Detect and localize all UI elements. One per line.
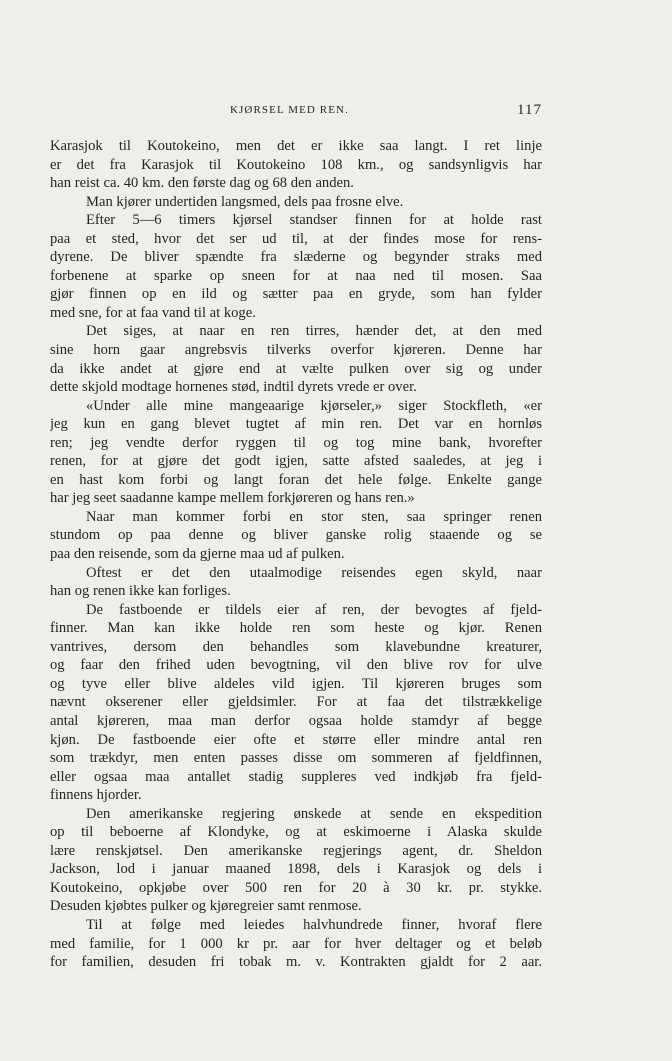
text-line: renen, for at gjøre det godt igjen, satte afsted saaledes, at jeg i bbox=[50, 453, 542, 470]
text-line: ren; jeg vendte derfor ryggen til og tog mine bank, hvorefter bbox=[50, 434, 542, 451]
text-line: for familien, desuden fri tobak m. v. Kontrakten gjaldt for 2 aar. bbox=[50, 954, 542, 971]
text-line: er det fra Karasjok til Koutokeino 108 km., og sandsynligvis har bbox=[50, 156, 542, 173]
text-line: Naar man kommer forbi en stor sten, saa springer renen bbox=[86, 508, 542, 525]
text-line: Efter 5—6 timers kjørsel standser finnen for at holde rast bbox=[86, 212, 542, 229]
text-line: forbenene at sparke op sneen for at naa ned til mosen. Saa bbox=[50, 267, 542, 284]
text-line: gjør finnen op en ild og sætter paa en gryde, som han fylder bbox=[50, 286, 542, 303]
text-line: en hast kom forbi og langt foran det hele følge. Enkelte gange bbox=[50, 471, 542, 488]
text-line: finnens hjorder. bbox=[50, 787, 142, 804]
text-line: Desuden kjøbtes pulker og kjøregreier samt renmose. bbox=[50, 898, 362, 915]
text-line: paa den reisende, som da gjerne maa ud af pulken. bbox=[50, 546, 345, 563]
text-line: stundom op paa denne og bliver ganske rolig staaende og se bbox=[50, 527, 542, 544]
text-line: Den amerikanske regjering ønskede at sende en ekspedition bbox=[86, 805, 542, 822]
text-line: med sne, for at faa vand til at koge. bbox=[50, 304, 256, 321]
text-line: sine horn gaar angrebsvis tilverks overfor kjøreren. Denne har bbox=[50, 342, 542, 359]
text-line: har jeg seet saadanne kampe mellem forkjøreren og hans ren.» bbox=[50, 490, 415, 507]
text-line: han og renen ikke kan forliges. bbox=[50, 583, 231, 600]
text-line: paa et sted, hvor det ser ud til, at der findes mose for rens- bbox=[50, 230, 542, 247]
text-line: dyrene. De bliver spændte fra slæderne og begynder straks med bbox=[50, 249, 542, 266]
body-text bbox=[50, 137, 542, 972]
text-line: med familie, for 1 000 kr pr. aar for hver deltager og et beløb bbox=[50, 935, 542, 952]
text-line: Oftest er det den utaalmodige reisendes egen skyld, naar bbox=[86, 564, 542, 581]
text-line: Man kjører undertiden langsmed, dels paa frosne elve. bbox=[86, 193, 404, 210]
text-line: kjøn. De fastboende eier ofte et større eller mindre antal ren bbox=[50, 731, 542, 748]
text-line: Koutokeino, opkjøbe over 500 ren for 20 à 30 kr. pr. stykke. bbox=[50, 879, 542, 896]
text-line: Karasjok til Koutokeino, men det er ikke saa langt. I ret linje bbox=[50, 138, 542, 154]
text-line: dette skjold modtage hornenes stød, indtil dyrets vrede er over. bbox=[50, 379, 417, 396]
text-line: «Under alle mine mangeaarige kjørseler,» siger Stockfleth, «er bbox=[86, 397, 542, 414]
text-line: op til beboerne af Klondyke, og at eskimoerne i Alaska skulde bbox=[50, 824, 542, 841]
text-line: jeg kun en gang blevet tugtet af min ren. Det var en hornløs bbox=[50, 416, 542, 433]
text-line: Jackson, lod i januar maaned 1898, dels i Karasjok og dels i bbox=[50, 861, 542, 878]
text-line: eller ogsaa maa antallet stadig suppleres ved indkjøb fra fjeld- bbox=[50, 768, 542, 785]
text-line: nævnt okserener eller gjeldsimler. For at faa det tilstrækkelige bbox=[50, 694, 542, 711]
text-line: finner. Man kan ikke holde ren som heste og kjør. Renen bbox=[50, 620, 542, 637]
text-line: og faar den frihed uden bevogtning, vil den blive rov for ulve bbox=[50, 657, 542, 674]
text-line: og tyve eller blive aldeles vild igjen. Til kjøreren bruges som bbox=[50, 675, 542, 692]
page-number: 117 bbox=[517, 102, 542, 118]
text-line: antal kjøreren, maa man derfor ogsaa holde stamdyr af begge bbox=[50, 712, 542, 729]
text-line: Det siges, at naar en ren tirres, hænder det, at den med bbox=[86, 323, 542, 340]
text-line: vantrives, dersom den behandles som klavebundne kreaturer, bbox=[50, 638, 542, 655]
text-line: da ikke andet at gjøre end at vælte pulken over sig og under bbox=[50, 360, 542, 377]
text-line: Til at følge med leiedes halvhundrede finner, hvoraf flere bbox=[86, 916, 542, 933]
text-line: han reist ca. 40 km. den første dag og 68 den anden. bbox=[50, 175, 354, 192]
text-line: som trækdyr, men enten passes disse om sommeren af fjeldfinnen, bbox=[50, 750, 542, 767]
running-title: KJØRSEL MED REN. bbox=[230, 104, 349, 116]
text-line: De fastboende er tildels eier af ren, der bevogtes af fjeld- bbox=[86, 601, 542, 618]
text-line: lære renskjøtsel. Den amerikanske regjerings agent, dr. Sheldon bbox=[50, 842, 542, 859]
